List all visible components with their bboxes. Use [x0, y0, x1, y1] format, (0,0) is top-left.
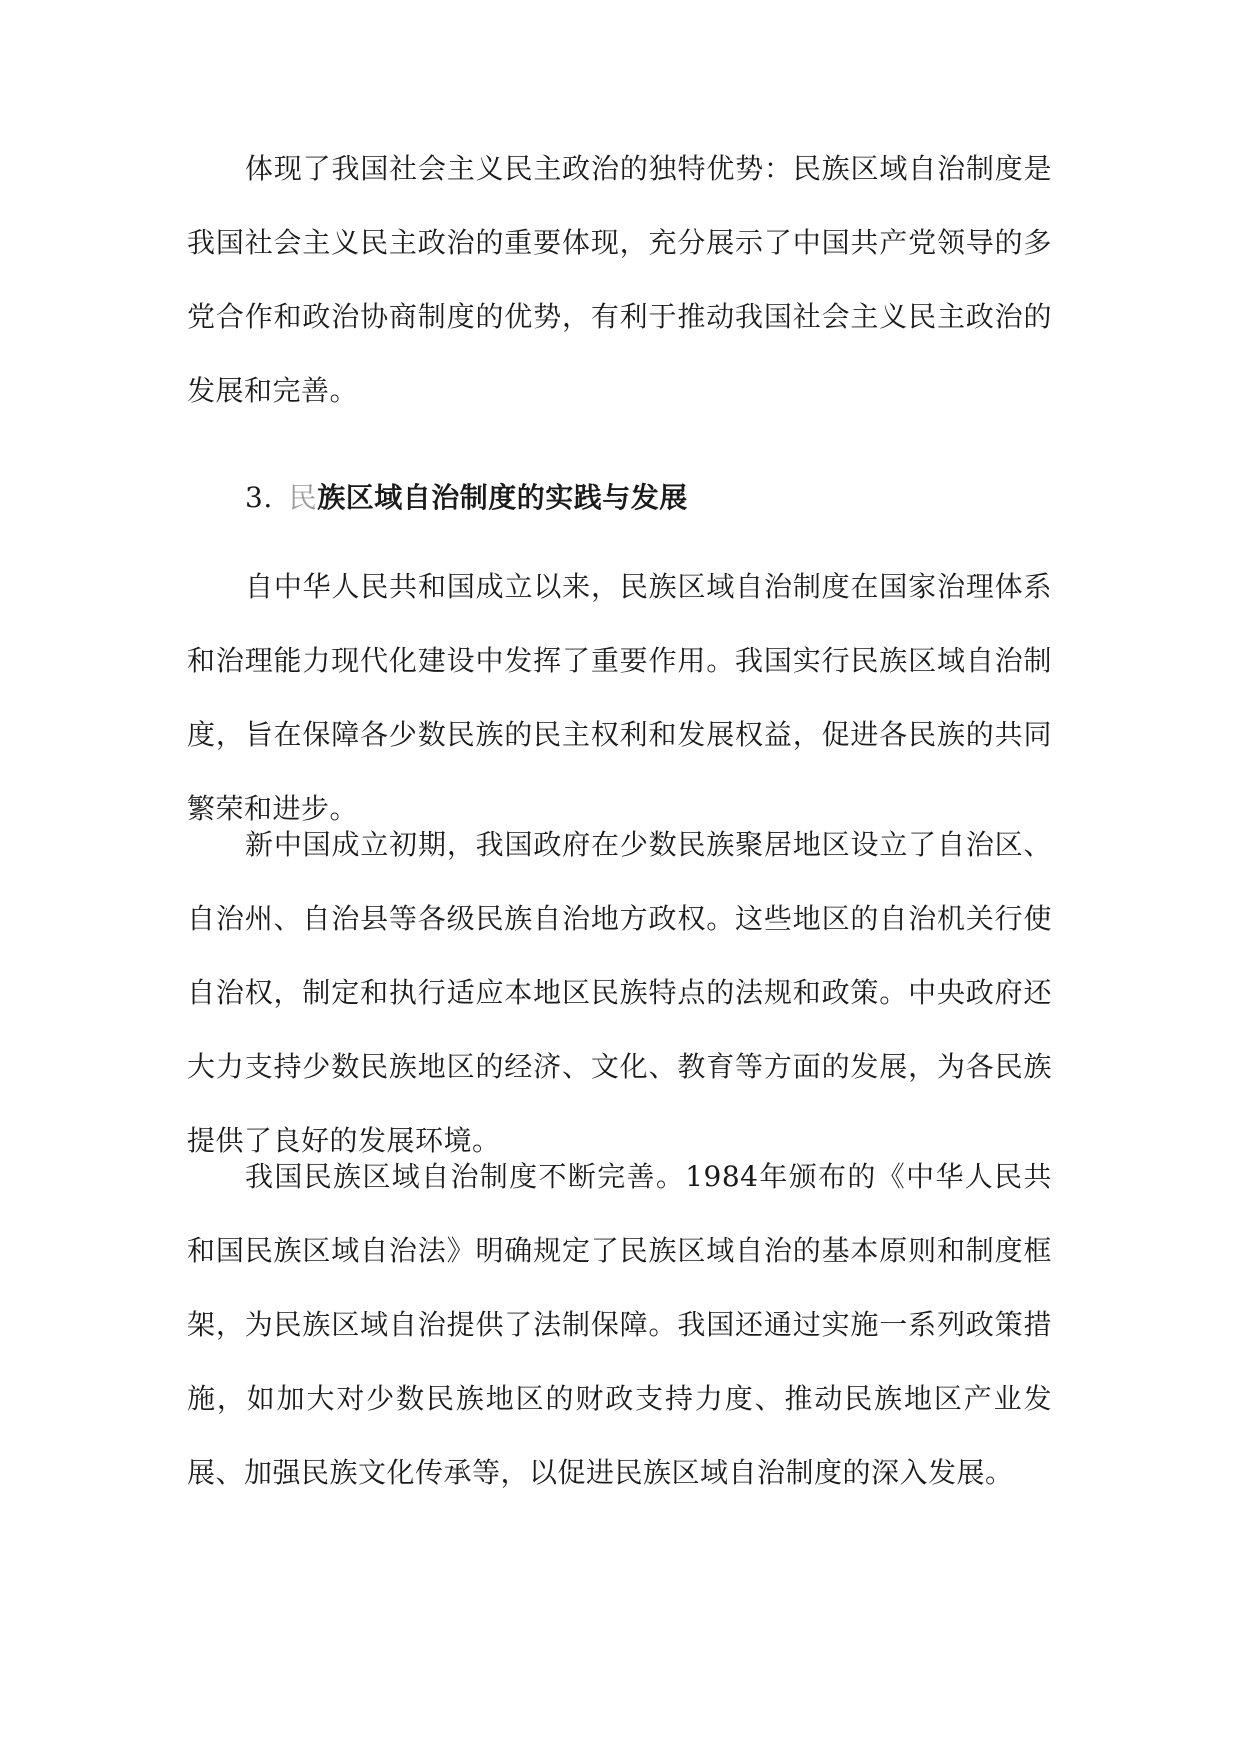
paragraph-democratic-advantage: 体现了我国社会主义民主政治的独特优势：民族区域自治制度是我国社会主义民主政治的重要体现，充分展示了中国共产党领导的多党合作和政治协商制度的优势，有利于推动我国社会主义民主政治的发展和完善。 — [187, 152, 1052, 407]
paragraph-early-period: 新中国成立初期，我国政府在少数民族聚居地区设立了自治区、自治州、自治县等各级民族自治地方政权。这些地区的自治机关行使自治权，制定和执行适应本地区民族特点的法规和政策。中央政府还大力支持少数民族地区的经济、文化、教育等方面的发展，为各民族提供了良好的发展环境。 — [187, 828, 1052, 1157]
section-heading-text: 族区域自治制度的实践与发展 — [317, 481, 688, 514]
paragraph-since-founding: 自中华人民共和国成立以来，民族区域自治制度在国家治理体系和治理能力现代化建设中发挥了重要作用。我国实行民族区域自治制度，旨在保障各少数民族的民主权利和发展权益，促进各民族的共同繁荣和进步。 — [187, 570, 1052, 825]
section-heading-first-char: 民 — [288, 481, 318, 514]
section-number: 3. — [245, 481, 273, 514]
paragraph-improvement: 我国民族区域自治制度不断完善。1984年颁布的《中华人民共和国民族区域自治法》明确规定了民族区域自治的基本原则和制度框架，为民族区域自治提供了法制保障。我国还通过实施一系列政策措施，如加大对少数民族地区的财政支持力度、推动民族地区产业发展、加强民族文化传承等，以促进民族区域自治制度的深入发展。 — [187, 1160, 1052, 1489]
section-heading — [245, 478, 688, 518]
